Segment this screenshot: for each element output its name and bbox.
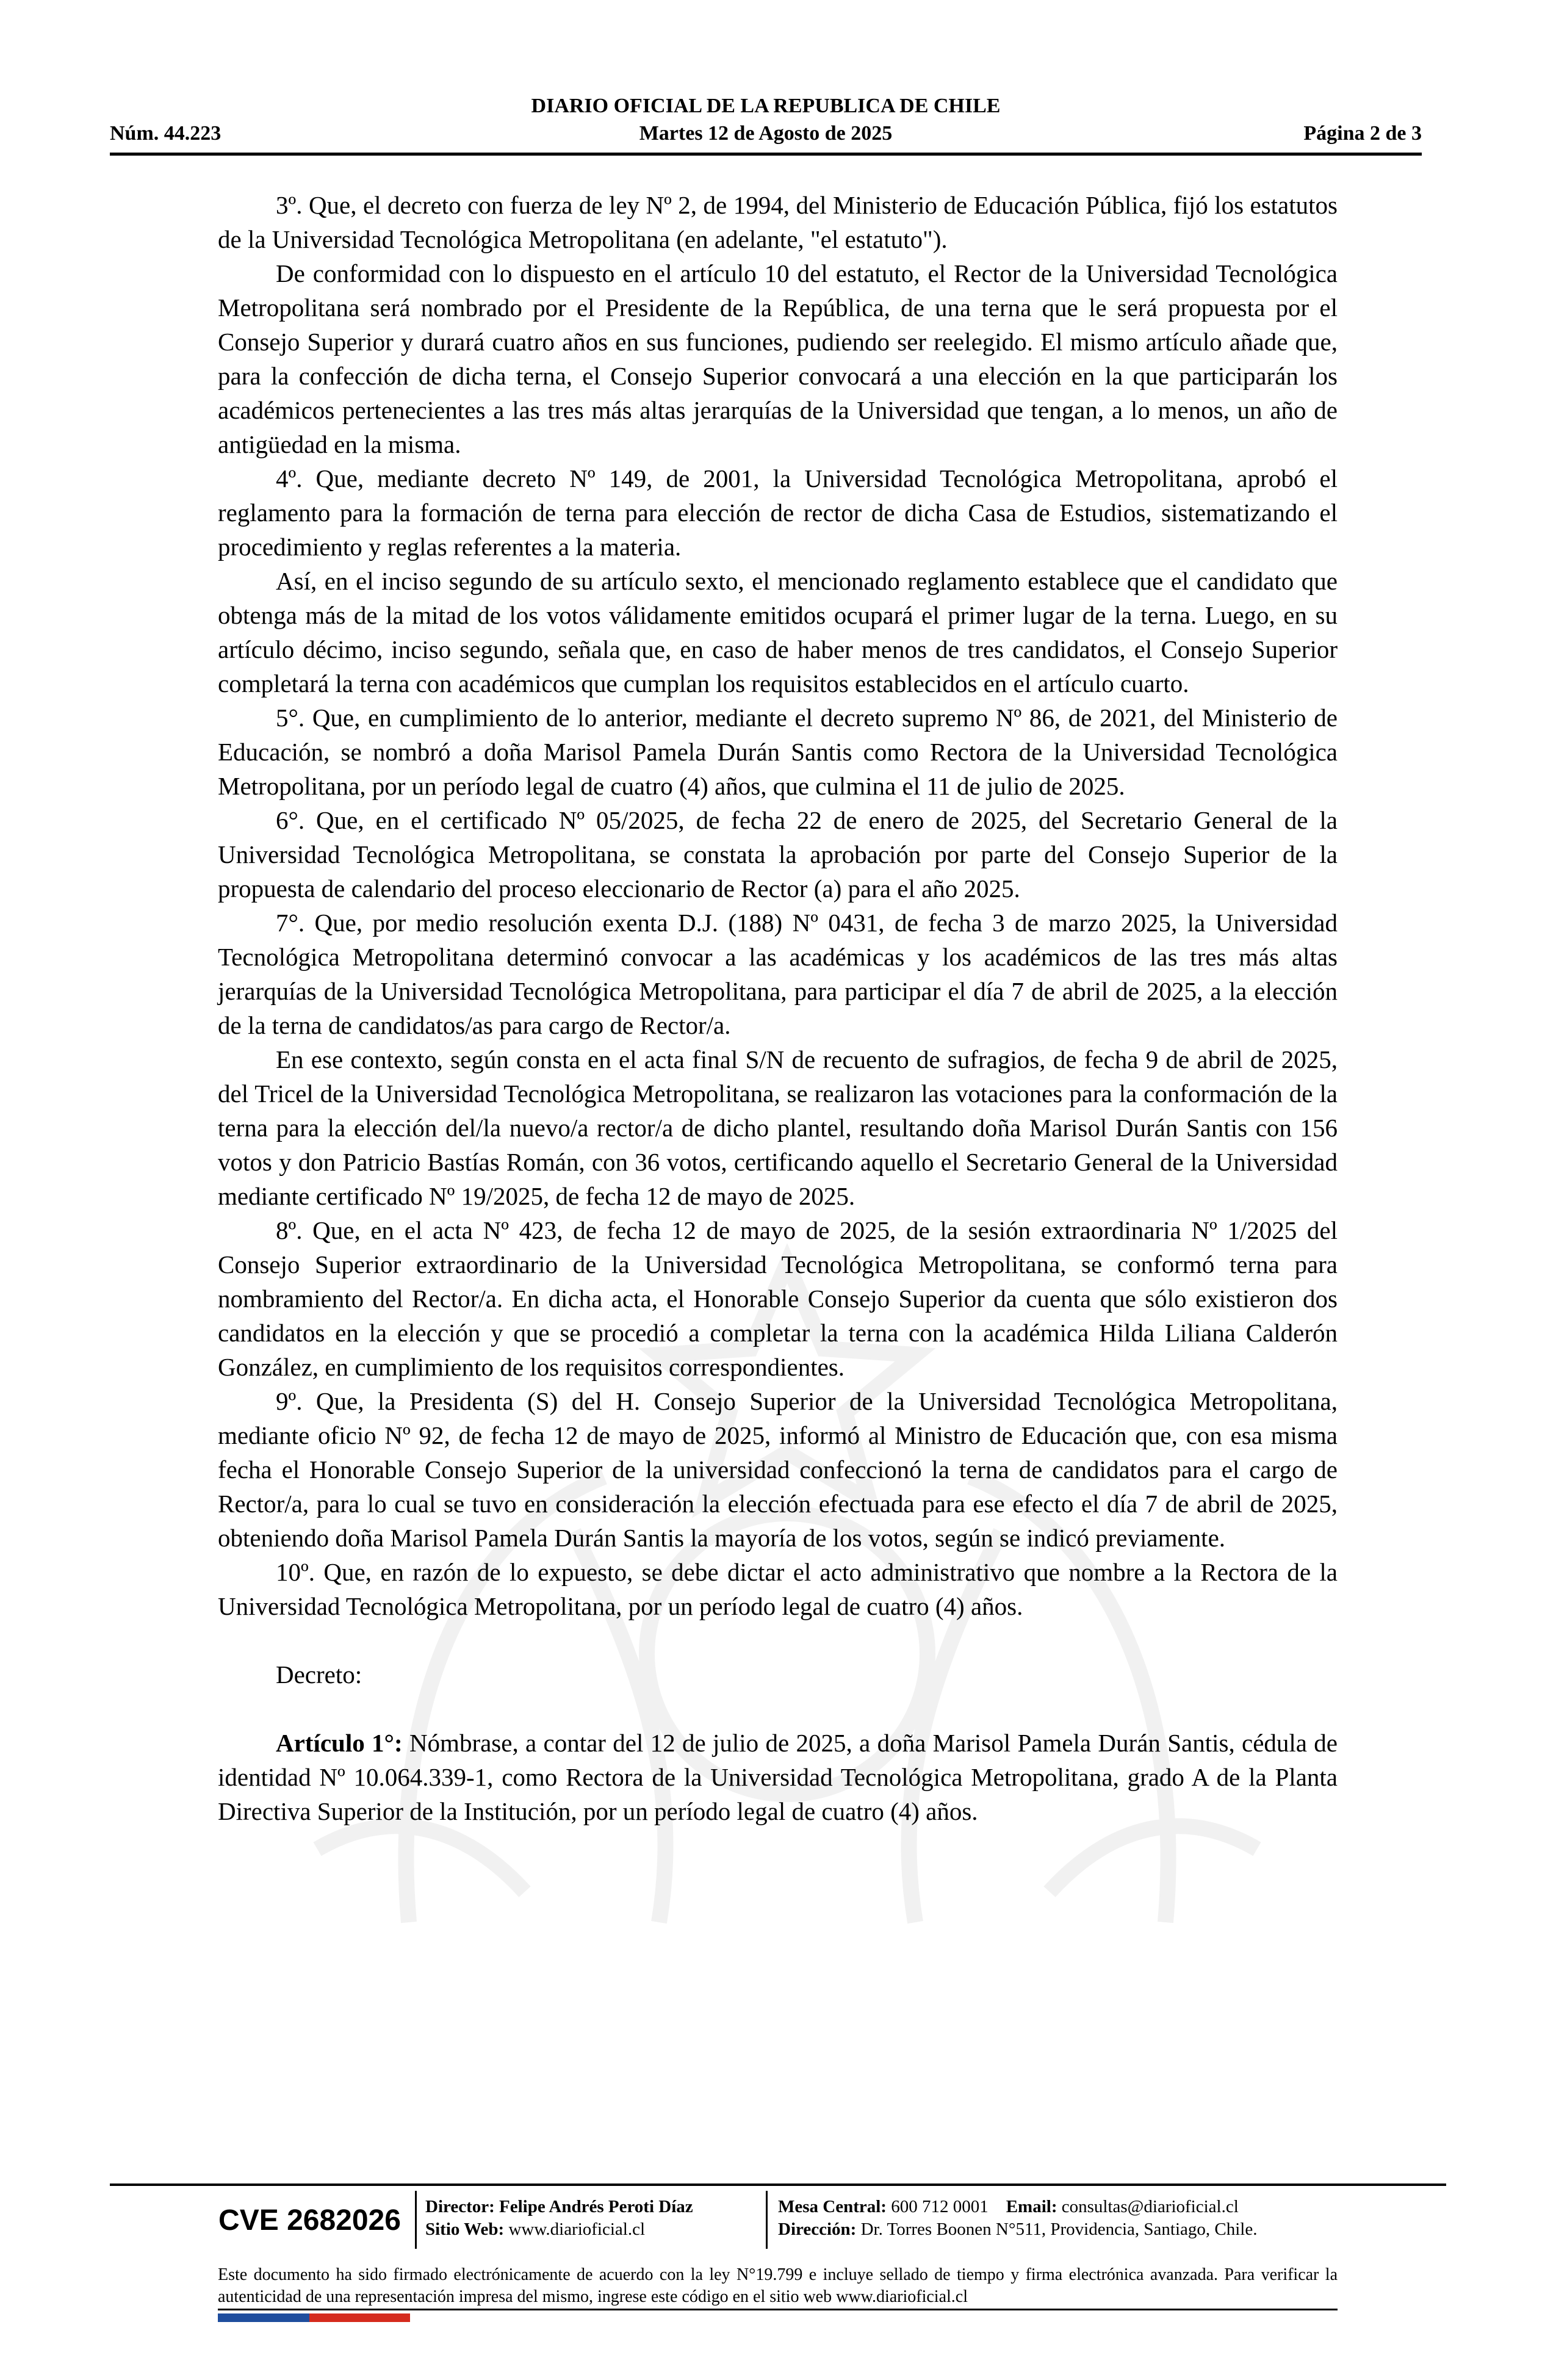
footer-separator <box>415 2191 417 2249</box>
footer-director-block <box>425 2196 693 2241</box>
director-label: Director: <box>425 2197 495 2216</box>
article-text: Nómbrase, a contar del 12 de julio de 2025, a doña Marisol Pamela Durán Santis, cédula de identidad Nº 10.064.339-1, como Rectora de la Universidad Tecnológica Metropolitana, grado A de la Planta Directiva Superior de la Institución, por un período legal de cuatro (4) años. <box>218 1729 1338 1825</box>
website-label: Sitio Web: <box>425 2220 505 2239</box>
article-1 <box>218 1726 1338 1828</box>
electronic-signature-note: Este documento ha sido firmado electrónicamente de acuerdo con la ley N°19.799 e incluye sellado de tiempo y firma electrónica avanzada. Para verificar la autenticidad de una representación impresa del mismo, ingrese este código en el sitio web www.diarioficial.cl <box>218 2265 1338 2306</box>
address-label: Dirección: <box>778 2220 857 2239</box>
header-divider <box>110 153 1422 156</box>
issue-date: Martes 12 de Agosto de 2025 <box>639 122 893 145</box>
paragraph: 7°. Que, por medio resolución exenta D.J. (188) Nº 0431, de fecha 3 de marzo 2025, la Universidad Tecnológica Metropolitana determinó convocar a las académicas y los académicos de las tres más altas jerarquías de la Universidad Tecnológica Metropolitana, para participar el día 7 de abril de 2025, a la elección de la terna de candidatos/as para cargo de Rector/a. <box>218 909 1338 1039</box>
chile-flag-bar <box>218 2313 410 2322</box>
email-label: Email: <box>1006 2197 1057 2216</box>
decreto-label: Decreto: <box>276 1661 362 1689</box>
paragraph: 8º. Que, en el acta Nº 423, de fecha 12 de mayo de 2025, de la sesión extraordinaria Nº 1/2025 del Consejo Superior extraordinario de la Universidad Tecnológica Metropolitana, se conformó terna para nombramiento del Rector/a. En dicha acta, el Honorable Consejo Superior da cuenta que sólo existieron dos candidatos en la elección y que se procedió a completar la terna con la académica Hilda Liliana Calderón González, en cumplimiento de los requisitos correspondientes. <box>218 1216 1338 1381</box>
website-link[interactable]: www.diarioficial.cl <box>508 2220 646 2239</box>
address-value: Dr. Torres Boonen N°511, Providencia, Santiago, Chile. <box>860 2220 1258 2239</box>
flag-blue-segment <box>218 2313 309 2322</box>
footer-contact-block <box>778 2196 1257 2241</box>
newspaper-title: DIARIO OFICIAL DE LA REPUBLICA DE CHILE <box>531 95 1001 117</box>
document-body <box>218 188 1338 1828</box>
flag-red-segment <box>309 2313 410 2322</box>
footer-divider <box>110 2183 1446 2186</box>
paragraph: De conformidad con lo dispuesto en el artículo 10 del estatuto, el Rector de la Universidad Tecnológica Metropolitana será nombrado por el Presidente de la República, de una terna que le será propuesta por el Consejo Superior y durará cuatro años en sus funciones, pudiendo ser reelegido. El mismo artículo añade que, para la confección de dicha terna, el Consejo Superior convocará a una elección en la que participarán los académicos pertenecientes a las tres más altas jerarquías de la Universidad que tengan, a lo menos, un año de antigüedad en la misma. <box>218 259 1338 458</box>
email-link[interactable]: consultas@diarioficial.cl <box>1061 2197 1239 2216</box>
footer-bottom-divider <box>218 2309 1338 2310</box>
issue-number: Núm. 44.223 <box>110 122 222 145</box>
director-name: Felipe Andrés Peroti Díaz <box>499 2197 693 2216</box>
header-row <box>110 122 1422 145</box>
paragraph: 9º. Que, la Presidenta (S) del H. Consejo Superior de la Universidad Tecnológica Metropolitana, mediante oficio Nº 92, de fecha 12 de mayo de 2025, informó al Ministro de Educación que, con esa misma fecha el Honorable Consejo Superior de la universidad confeccionó la terna de candidatos para el cargo de Rector/a, para lo cual se tuvo en consideración la elección efectuada para ese efecto el día 7 de abril de 2025, obteniendo doña Marisol Pamela Durán Santis la mayoría de los votos, según se indicó previamente. <box>218 1387 1338 1552</box>
cve-code: CVE 2682026 <box>218 2204 401 2237</box>
paragraph: 3º. Que, el decreto con fuerza de ley Nº 2, de 1994, del Ministerio de Educación Pública, fijó los estatutos de la Universidad Tecnológica Metropolitana (en adelante, "el estatuto"). <box>218 191 1338 253</box>
paragraph: 5°. Que, en cumplimiento de lo anterior, mediante el decreto supremo Nº 86, de 2021, del Ministerio de Educación, se nombró a doña Marisol Pamela Durán Santis como Rectora de la Universidad Tecnológica Metropolitana, por un período legal de cuatro (4) años, que culmina el 11 de julio de 2025. <box>218 704 1338 800</box>
article-label: Artículo 1°: <box>276 1729 403 1757</box>
paragraph: 6°. Que, en el certificado Nº 05/2025, de fecha 22 de enero de 2025, del Secretario General de la Universidad Tecnológica Metropolitana, se constata la aprobación por parte del Consejo Superior de la propuesta de calendario del proceso eleccionario de Rector (a) para el año 2025. <box>218 806 1338 903</box>
paragraph: 4º. Que, mediante decreto Nº 149, de 2001, la Universidad Tecnológica Metropolitana, aprobó el reglamento para la formación de terna para elección de rector de dicha Casa de Estudios, sistematizando el procedimiento y reglas referentes a la materia. <box>218 464 1338 561</box>
mesa-label: Mesa Central: <box>778 2197 887 2216</box>
paragraph: 10º. Que, en razón de lo expuesto, se debe dictar el acto administrativo que nombre a la Rectora de la Universidad Tecnológica Metropolitana, por un período legal de cuatro (4) años. <box>218 1558 1338 1620</box>
paragraph: Así, en el inciso segundo de su artículo sexto, el mencionado reglamento establece que el candidato que obtenga más de la mitad de los votos válidamente emitidos ocupará el primer lugar de la terna. Luego, en su artículo décimo, inciso segundo, señala que, en caso de haber menos de tres candidatos, el Consejo Superior completará la terna con académicos que cumplan los requisitos establecidos en el artículo cuarto. <box>218 567 1338 698</box>
paragraph: En ese contexto, según consta en el acta final S/N de recuento de sufragios, de fecha 9 de abril de 2025, del Tricel de la Universidad Tecnológica Metropolitana, se realizaron las votaciones para la conformación de la terna para la elección del/la nuevo/a rector/a de dicho plantel, resultando doña Marisol Durán Santis con 156 votos y don Patricio Bastías Román, con 36 votos, certificando aquello el Secretario General de la Universidad mediante certificado Nº 19/2025, de fecha 12 de mayo de 2025. <box>218 1045 1338 1210</box>
footer-separator <box>766 2191 768 2249</box>
page-indicator: Página 2 de 3 <box>1303 122 1422 145</box>
mesa-phone: 600 712 0001 <box>891 2197 989 2216</box>
